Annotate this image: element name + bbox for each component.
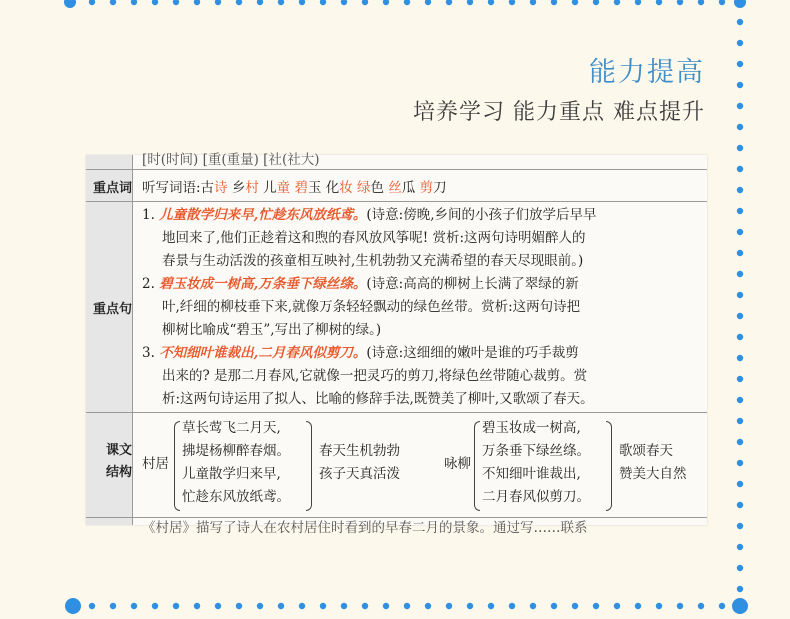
frame-dot: [737, 103, 743, 109]
frame-dot: [593, 603, 599, 609]
frame-dot: [719, 0, 725, 5]
row-label-structure-2: 结构: [105, 465, 132, 480]
sentence-explanation: (诗意:傍晚,乡间的小孩子们放学后早早: [366, 207, 597, 223]
frame-dot: [278, 0, 284, 5]
frame-dot: [737, 334, 743, 340]
brace: [474, 421, 480, 511]
section-subtitle: 培养学习 能力重点 难点提升: [413, 100, 705, 125]
frame-dot: [110, 0, 116, 5]
frame-dot: [551, 603, 557, 609]
frame-dot: [677, 603, 683, 609]
frame-dot: [737, 460, 743, 466]
row-label-words: 重点词: [92, 181, 132, 196]
frame-dot: [194, 603, 200, 609]
highlighted-char: 村: [245, 180, 259, 196]
frame-dot: [737, 376, 743, 382]
word-text: 玉 化: [307, 180, 340, 196]
cut-off-text-top: [时(时间) [重(重量) [社(社大): [142, 152, 320, 168]
divider: [86, 412, 707, 413]
frame-dot: [737, 418, 743, 424]
frame-dot: [719, 603, 725, 609]
frame-dot: [278, 603, 284, 609]
frame-dot: [656, 603, 662, 609]
frame-dot: [488, 603, 494, 609]
frame-dot: [362, 603, 368, 609]
frame-dot: [737, 292, 743, 298]
brace: [174, 421, 180, 511]
poem-2-line: 碧玉妆成一树高,: [482, 420, 581, 436]
word-items: [214, 180, 447, 196]
frame-dot: [299, 0, 305, 5]
word-list-prefix: 听写词语:古: [142, 180, 215, 196]
word-text: 儿: [258, 180, 277, 196]
frame-dot: [737, 313, 743, 319]
highlighted-char: 童: [276, 180, 291, 196]
frame-dot: [734, 0, 746, 8]
frame-dot: [572, 603, 578, 609]
frame-dot: [425, 0, 431, 5]
sentence-explanation: (诗意:高高的柳树上长满了翠绿的新: [366, 276, 579, 292]
row-label-sentences: 重点句: [92, 302, 132, 317]
frame-dot: [737, 145, 743, 151]
frame-dot: [236, 0, 242, 5]
sentence-3-line-3: 析:这两句诗运用了拟人、比喻的修辞手法,既赞美了柳叶,又歌颂了春天。: [162, 391, 594, 407]
poem-2-line: 万条垂下绿丝绦。: [482, 443, 590, 459]
frame-dot: [614, 0, 620, 5]
row-label-structure-1: 课文: [105, 443, 132, 458]
poem-2-title: 咏柳: [444, 456, 471, 472]
divider: [86, 201, 707, 202]
frame-dot: [215, 0, 221, 5]
frame-dot: [404, 603, 410, 609]
frame-dot: [737, 544, 743, 550]
frame-dot: [635, 603, 641, 609]
poem-1-line: 儿童散学归来早,: [182, 466, 281, 482]
frame-dot: [488, 0, 494, 5]
frame-dot: [446, 603, 452, 609]
highlighted-char: 妆: [339, 180, 353, 196]
sentence-explanation: (诗意:这细细的嫩叶是谁的巧手裁剪: [366, 345, 579, 361]
frame-dot: [737, 208, 743, 214]
frame-dot: [737, 523, 743, 529]
poem-2-theme: 歌颂春天: [619, 443, 673, 459]
poem-1-line: 草长莺飞二月天,: [182, 420, 281, 436]
frame-dot: [173, 603, 179, 609]
frame-dot: [152, 603, 158, 609]
poem-1-theme: 孩子天真活泼: [319, 466, 400, 482]
poem-1-line: 忙趁东风放纸鸢。: [182, 489, 290, 505]
poem-1-line: 拂堤杨柳醉春烟。: [182, 443, 290, 459]
highlighted-char: 剪: [419, 180, 434, 196]
frame-dot: [446, 0, 452, 5]
highlighted-char: 诗: [214, 180, 228, 196]
frame-dot: [236, 603, 242, 609]
frame-dot: [467, 0, 473, 5]
section-title: 能力提高: [589, 57, 705, 88]
sentence-1-line-3: 春景与生动活泼的孩童相互映衬,生机勃勃又充满希望的春天尽现眼前。): [162, 253, 584, 269]
sentence-3-line-2: 出来的? 是那二月春风,它就像一把灵巧的剪刀,将绿色丝带随心裁剪。赏: [162, 368, 588, 384]
frame-dot: [737, 439, 743, 445]
divider: [132, 155, 133, 525]
word-text: 色: [370, 180, 389, 196]
frame-dot: [614, 603, 620, 609]
frame-dot: [737, 271, 743, 277]
sentence-2-line-1: [142, 274, 579, 294]
frame-dot: [362, 0, 368, 5]
frame-dot: [173, 0, 179, 5]
frame-dot: [383, 603, 389, 609]
frame-dot: [737, 19, 743, 25]
sentence-quote: 儿童散学归来早,忙趁东风放纸鸢。: [159, 207, 367, 223]
word-text: 瓜: [401, 180, 420, 196]
sentence-number: 3.: [142, 345, 155, 361]
brace: [606, 421, 612, 511]
highlighted-char: 丝: [388, 180, 402, 196]
sentence-2-line-2: 叶,纤细的柳枝垂下来,就像万条轻轻飘动的绿色丝带。赏析:这两句诗把: [162, 299, 581, 315]
frame-dot: [89, 603, 95, 609]
word-text: 刀: [433, 180, 447, 196]
frame-dot: [737, 82, 743, 88]
sentence-1-line-1: [142, 205, 597, 225]
frame-dot: [737, 586, 743, 592]
frame-dot: [299, 603, 305, 609]
frame-dot: [677, 0, 683, 5]
frame-dot: [404, 0, 410, 5]
sentence-number: 2.: [142, 276, 155, 292]
sentence-quote: 碧玉妆成一树高,万条垂下绿丝绦。: [159, 276, 367, 292]
frame-dot: [64, 0, 76, 8]
poem-2-line: 二月春风似剪刀。: [482, 489, 590, 505]
frame-dot: [656, 0, 662, 5]
frame-dot: [89, 0, 95, 5]
frame-dot: [737, 61, 743, 67]
poem-2-theme: 赞美大自然: [619, 466, 687, 482]
frame-dot: [131, 0, 137, 5]
frame-dot: [383, 0, 389, 5]
frame-dot: [732, 598, 748, 614]
poem-1-title: 村居: [142, 456, 169, 472]
frame-dot: [551, 0, 557, 5]
frame-dot: [737, 481, 743, 487]
frame-dot: [257, 0, 263, 5]
frame-dot: [320, 603, 326, 609]
frame-dot: [509, 0, 515, 5]
frame-dot: [698, 603, 704, 609]
frame-dot: [737, 124, 743, 130]
sentence-quote: 不知细叶谁裁出,二月春风似剪刀。: [159, 345, 367, 361]
frame-dot: [257, 603, 263, 609]
frame-dot: [194, 0, 200, 5]
word-text: 乡: [227, 180, 246, 196]
sentence-2-line-3: 柳树比喻成“碧玉”,写出了柳树的绿。): [162, 322, 382, 338]
frame-dot: [131, 603, 137, 609]
frame-dot: [737, 502, 743, 508]
frame-dot: [737, 565, 743, 571]
brace: [306, 421, 312, 511]
frame-dot: [530, 0, 536, 5]
frame-dot: [737, 40, 743, 46]
word-list: [142, 176, 447, 196]
frame-dot: [572, 0, 578, 5]
frame-dot: [737, 355, 743, 361]
frame-dot: [425, 603, 431, 609]
frame-dot: [341, 603, 347, 609]
frame-dot: [737, 397, 743, 403]
frame-dot: [65, 598, 81, 614]
frame-dot: [509, 603, 515, 609]
frame-dot: [593, 0, 599, 5]
frame-dot: [698, 0, 704, 5]
frame-dot: [737, 166, 743, 172]
poem-1-theme: 春天生机勃勃: [319, 443, 400, 459]
frame-dot: [110, 603, 116, 609]
textbook-page-photo: [86, 152, 707, 536]
highlighted-char: 绿: [357, 180, 371, 196]
frame-dot: [152, 0, 158, 5]
poem-2-line: 不知细叶谁裁出,: [482, 466, 581, 482]
frame-dot: [737, 229, 743, 235]
sentence-1-line-2: 地回来了,他们正趁着这和煦的春风放风筝呢! 赏析:这两句诗明媚醉人的: [162, 230, 586, 246]
frame-dot: [737, 187, 743, 193]
frame-dot: [530, 603, 536, 609]
divider: [86, 169, 707, 170]
frame-dot: [341, 0, 347, 5]
sentence-number: 1.: [142, 207, 155, 223]
frame-dot: [320, 0, 326, 5]
frame-dot: [635, 0, 641, 5]
frame-dot: [737, 250, 743, 256]
frame-dot: [467, 603, 473, 609]
frame-dot: [215, 603, 221, 609]
sentence-3-line-1: [142, 343, 579, 363]
highlighted-char: 碧: [294, 180, 308, 196]
cut-off-text-bottom: 《村居》描写了诗人在农村居住时看到的早春二月的景象。通过写……联系: [142, 520, 588, 536]
